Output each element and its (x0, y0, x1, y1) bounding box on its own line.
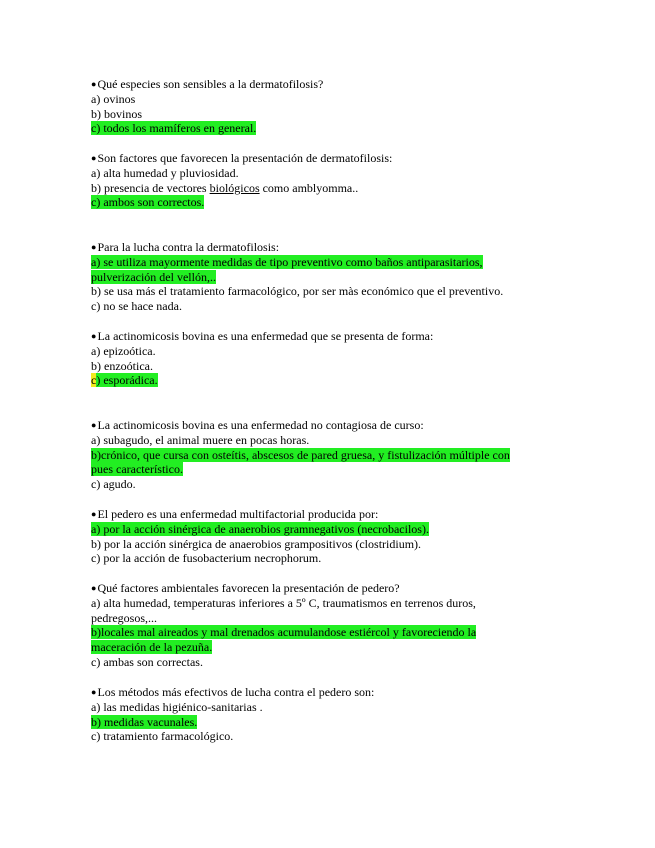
option-b: b) enzoótica. (91, 358, 153, 373)
question-block (91, 507, 561, 566)
option-c: c) tratamiento farmacológico. (91, 729, 234, 744)
question-text: ●Son factores que favorecen la presentación de dermatofilosis: (91, 151, 393, 165)
option-b: b) por la acción sinérgica de anaerobios grampositivos (clostridium). (91, 536, 422, 551)
question-text: ●Para la lucha contra la dermatofilosis: (91, 240, 280, 254)
option-b: b) presencia de vectores biológicos como amblyomma.. (91, 180, 359, 195)
bullet-icon: ● (91, 331, 97, 341)
question-block (91, 581, 561, 670)
option-a: a) las medidas higiénico-sanitarias . (91, 699, 263, 714)
question-block (91, 240, 561, 314)
option-b-correct-cont: maceración de la pezuña. (91, 640, 213, 655)
option-c-correct: c) esporádica. (91, 373, 158, 388)
option-a: a) epizoótica. (91, 343, 156, 358)
bullet-icon: ● (91, 583, 97, 593)
option-c-correct: c) ambos son correctos. (91, 195, 205, 210)
option-b: b) se usa más el tratamiento farmacológico, por ser màs económico que el preventivo. (91, 284, 504, 299)
question-text: ●Qué especies son sensibles a la dermatofilosis? (91, 77, 324, 91)
question-text: ●El pedero es una enfermedad multifactorial producida por: (91, 507, 379, 521)
option-b: b) bovinos (91, 106, 142, 121)
option-b-correct-cont: pues característico. (91, 462, 183, 477)
underlined-word: biológicos (209, 180, 260, 195)
option-b-correct: b)locales mal aireados y mal drenados acumulandose estiércol y favoreciendo la (91, 625, 477, 640)
option-a-cont: pedregosos,... (91, 610, 157, 625)
bullet-icon: ● (91, 509, 97, 519)
option-c: c) agudo. (91, 477, 136, 492)
option-b-correct: b) medidas vacunales. (91, 714, 198, 729)
option-a-correct: a) por la acción sinérgica de anaerobios gramnegativos (necrobacilos). (91, 521, 429, 536)
option-c-correct: c) todos los mamíferos en general. (91, 121, 257, 136)
option-c: c) no se hace nada. (91, 299, 182, 314)
question-block (91, 151, 561, 210)
question-block (91, 418, 561, 492)
bullet-icon: ● (91, 242, 97, 252)
question-text: ●Los métodos más efectivos de lucha contra el pedero son: (91, 685, 375, 699)
option-c: c) por la acción de fusobacterium necrophorum. (91, 551, 322, 566)
option-a-correct: a) se utiliza mayormente medidas de tipo preventivo como baños antiparasitarios, (91, 254, 483, 269)
option-a: a) ovinos (91, 91, 136, 106)
bullet-icon: ● (91, 153, 97, 163)
question-text: ●La actinomicosis bovina es una enfermedad no contagiosa de curso: (91, 418, 424, 432)
question-block (91, 77, 561, 136)
option-a: a) subagudo, el animal muere en pocas horas. (91, 432, 310, 447)
option-a: a) alta humedad y pluviosidad. (91, 165, 239, 180)
question-text: ●La actinomicosis bovina es una enfermedad que se presenta de forma: (91, 329, 434, 343)
bullet-icon: ● (91, 687, 97, 697)
bullet-icon: ● (91, 79, 97, 89)
bullet-icon: ● (91, 420, 97, 430)
option-a-correct-cont: pulverización del vellón,.. (91, 269, 216, 284)
question-text: ●Qué factores ambientales favorecen la presentación de pedero? (91, 581, 400, 595)
question-block (91, 329, 561, 388)
question-block (91, 685, 561, 744)
option-a: a) alta humedad, temperaturas inferiores a 5º C, traumatismos en terrenos duros, (91, 595, 476, 610)
option-b-correct: b)crónico, que cursa con osteítis, abscesos de pared gruesa, y fistulización múltiple con (91, 447, 510, 462)
option-c: c) ambas son correctas. (91, 654, 203, 669)
